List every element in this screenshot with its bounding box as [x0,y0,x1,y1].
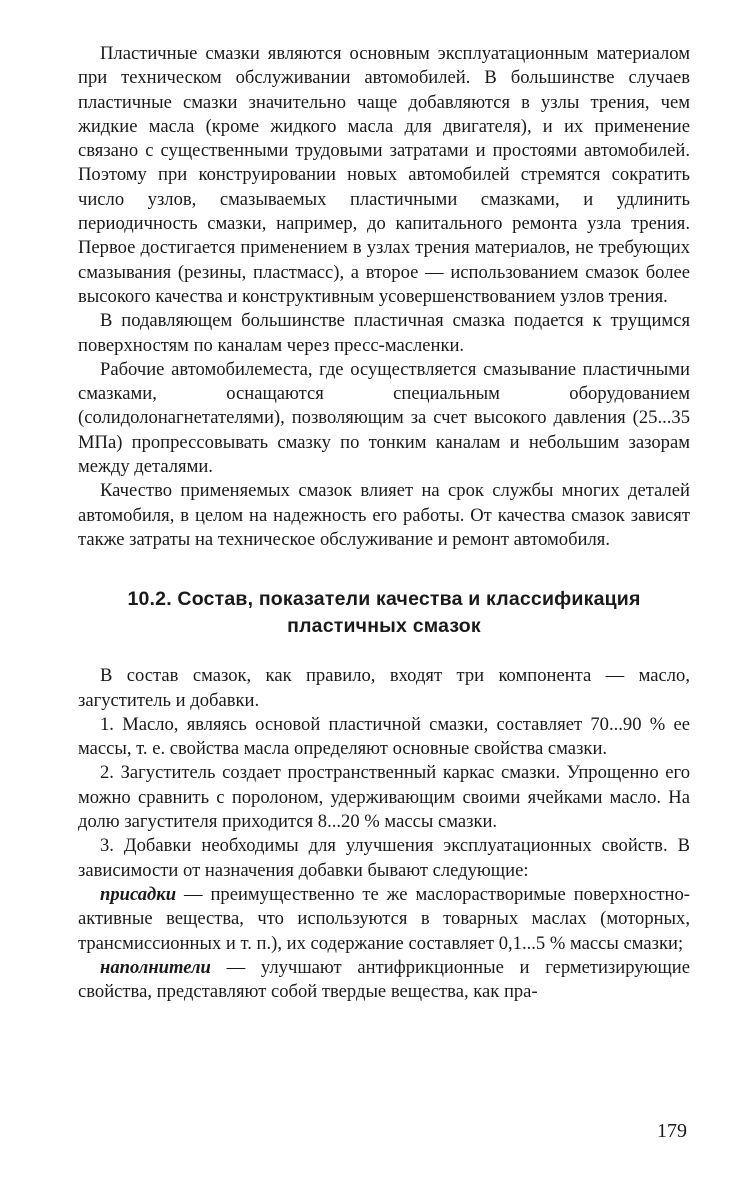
body-paragraph: 2. Загуститель создает пространственный каркас смазки. Упрощенно его можно сравнить с поролоном, удерживающим своими ячейками масло. На долю загустителя приходится 8...20 % массы смазки. [78,762,690,833]
body-paragraph: В состав смазок, как правило, входят три компонента — масло, загуститель и добавки. [78,665,690,711]
definition-term: присадки [100,883,177,905]
definition-item [78,956,690,1005]
page-body [78,42,690,1004]
body-paragraph: 3. Добавки необходимы для улучшения эксплуатационных свойств. В зависимости от назначения добавки бывают следующие: [78,835,690,881]
definition-item [78,883,690,956]
section-heading-line2: пластичных смазок [287,615,481,638]
definition-text: — преимущественно те же маслорастворимые поверхностно-активные вещества, что используются в товарных маслах (моторных, трансмиссионных и т. п.), их содержание составляет 0,1...5 % массы смазки; [78,883,690,954]
page-number: 179 [657,1120,687,1142]
section-heading [78,586,690,640]
definition-term: наполнители [100,956,211,978]
body-paragraph: Пластичные смазки являются основным эксплуатационным материалом при техническом обслуживании автомобилей. В большинстве случаев пластичные смазки значительно чаще добавляются в узлы трения, чем жидкие масла (кроме жидкого масла для двигателя), и их применение связано с существенными трудовыми затратами и простоями автомобилей. Поэтому при конструировании новых автомобилей стремятся сократить число узлов, смазываемых пластичными смазками, и удлинить периодичность смазки, например, до капитального ремонта узла трения. Первое достигается применением в узлах трения материалов, не требующих смазывания (резины, пластмасс), а второе — использованием смазок более высокого качества и конструктивным усовершенствованием узлов трения. [78,43,690,307]
body-paragraph: 1. Масло, являясь основой пластичной смазки, составляет 70...90 % ее массы, т. е. свойства масла определяют основные свойства смазки. [78,713,690,760]
definition-text: — улучшают антифрикционные и герметизирующие свойства, представляют собой твердые вещества, как пра- [78,956,690,1003]
section-heading-line1: 10.2. Состав, показатели качества и классификация [127,588,641,611]
body-paragraph: Качество применяемых смазок влияет на срок службы многих деталей автомобиля, в целом на надежность его работы. От качества смазок зависят также затраты на техническое обслуживание и ремонт автомобиля. [78,480,690,550]
body-paragraph: Рабочие автомобилеместа, где осуществляется смазывание пластичными смазками, оснащаются специальным оборудованием (солидолонагнетателями), позволяющим за счет высокого давления (25...35 МПа) пропрессовывать смазку по тонким каналам и небольшим зазорам между деталями. [78,358,690,478]
body-paragraph: В подавляющем большинстве пластичная смазка подается к трущимся поверхностям по каналам через пресс-масленки. [78,310,690,356]
